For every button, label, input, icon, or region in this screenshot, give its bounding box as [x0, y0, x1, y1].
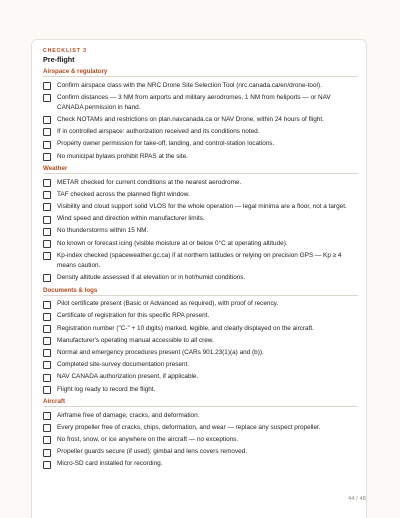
- checklist-item-label: Confirm airspace class with the NRC Drone Site Selection Tool (nrc.canada.ca/en/drone-tool).: [57, 81, 322, 89]
- checklist-item-label: Normal and emergency procedures present (CARs 901.23(1)(a) and (b)).: [57, 348, 264, 356]
- checklist-item: [43, 310, 358, 322]
- checklist-item: [43, 409, 358, 421]
- checkbox[interactable]: [43, 436, 51, 444]
- checkbox[interactable]: [43, 82, 51, 90]
- page-title: Pre-flight: [43, 55, 75, 64]
- checkbox[interactable]: [43, 449, 51, 457]
- section-divider: [43, 173, 358, 174]
- checklist-item: [43, 322, 358, 334]
- checklist-item: [43, 458, 358, 470]
- checklist-item-label: Micro-SD card installed for recording.: [57, 460, 163, 468]
- checklist-item: [43, 249, 358, 271]
- checklist-item: [43, 225, 358, 237]
- checkbox[interactable]: [43, 216, 51, 224]
- checklist-item: [43, 176, 358, 188]
- checkbox[interactable]: [43, 374, 51, 382]
- checklist-item: [43, 201, 358, 213]
- checklist-item: [43, 113, 358, 125]
- checklist-item: [43, 334, 358, 346]
- checkbox[interactable]: [43, 301, 51, 309]
- checklist-item-label: Kp-index checked (spaceweather.gc.ca) if at northern latitudes or relying on precision GPS — Kp ≥ 4 means caution.: [57, 251, 342, 269]
- checklist-item: [43, 138, 358, 150]
- checklist-item: [43, 434, 358, 446]
- checklist-item-label: No thunderstorms within 15 NM.: [57, 227, 149, 235]
- checklist-item-label: No known or forecast icing (visible moisture at or below 0°C at operating altitude).: [57, 239, 288, 247]
- checklist-content: [43, 48, 358, 470]
- checkbox[interactable]: [43, 179, 51, 187]
- checklist-page: [31, 39, 367, 518]
- checkbox[interactable]: [43, 116, 51, 124]
- checklist-item-label: If in controlled airspace: authorization received and its conditions noted.: [57, 128, 260, 136]
- checklist-item: [43, 271, 358, 283]
- checkbox[interactable]: [43, 313, 51, 321]
- checklist-item-label: Manufacturer's operating manual accessible to all crew.: [57, 336, 214, 344]
- checklist-item: [43, 421, 358, 433]
- checklist-item: [43, 371, 358, 383]
- checklist-item: [43, 298, 358, 310]
- checklist-item: [43, 237, 358, 249]
- checkbox[interactable]: [43, 424, 51, 432]
- checklist-item-label: Every propeller free of cracks, chips, deformation, and wear — replace any suspect propeller.: [57, 423, 321, 431]
- checklist-item-label: No municipal bylaws prohibit RPAS at the site.: [57, 152, 188, 160]
- checklist-item: [43, 346, 358, 358]
- checkbox[interactable]: [43, 240, 51, 248]
- checkbox[interactable]: [43, 412, 51, 420]
- checklist-item: [43, 79, 358, 91]
- checklist-item: [43, 446, 358, 458]
- checkbox[interactable]: [43, 191, 51, 199]
- checklist-item-label: Flight log ready to record the flight.: [57, 385, 156, 393]
- checkbox[interactable]: [43, 153, 51, 161]
- checkbox[interactable]: [43, 252, 51, 260]
- checklist-item-label: No frost, snow, or ice anywhere on the aircraft — no exceptions.: [57, 436, 239, 444]
- checkbox[interactable]: [43, 361, 51, 369]
- checklist-item-label: Airframe free of damage, cracks, and deformation.: [57, 411, 200, 419]
- section-heading: Weather: [43, 165, 68, 173]
- checkbox[interactable]: [43, 228, 51, 236]
- checkbox[interactable]: [43, 128, 51, 136]
- checkbox[interactable]: [43, 141, 51, 149]
- checklist-item-label: Property owner permission for take-off, landing, and control-station locations.: [57, 140, 275, 148]
- checklist-item-label: Wind speed and direction within manufacturer limits.: [57, 215, 205, 223]
- checklist-item-label: Certificate of registration for this specific RPA present.: [57, 312, 210, 320]
- checklist-item-label: NAV CANADA authorization present, if applicable.: [57, 373, 199, 381]
- checklist-item: [43, 188, 358, 200]
- checklist-item: [43, 126, 358, 138]
- checkbox[interactable]: [43, 325, 51, 333]
- checkbox[interactable]: [43, 274, 51, 282]
- section-heading: Airspace & regulatory: [43, 68, 108, 75]
- checkbox[interactable]: [43, 461, 51, 469]
- checklist-item: [43, 150, 358, 162]
- checklist-item-label: Pilot certificate present (Basic or Advanced as required), with proof of recency.: [57, 300, 279, 308]
- checklist-item-label: Check NOTAMs and restrictions on plan.navcanada.ca or NAV Drone, within 24 hours of flight.: [57, 115, 324, 123]
- checklist-item-label: Visibility and cloud support solid VLOS for the whole operation — legal minima are a floor, not a target.: [57, 203, 347, 211]
- checklist-item-label: Registration number ("C-" + 10 digits) marked, legible, and clearly displayed on the aircraft.: [57, 324, 314, 332]
- checkbox[interactable]: [43, 349, 51, 357]
- section-heading: Documents & logs: [43, 286, 98, 294]
- checklist-item-label: Density altitude assessed if at elevation or in hot/humid conditions.: [57, 274, 246, 282]
- checklist-item-label: Propeller guards secure (if used); gimbal and lens covers removed.: [57, 448, 248, 456]
- page-number: 44 / 48: [348, 496, 366, 502]
- checkbox[interactable]: [43, 386, 51, 394]
- section-divider: [43, 406, 358, 407]
- checklist-item: [43, 213, 358, 225]
- checklist-item-label: Completed site-survey documentation present.: [57, 361, 190, 369]
- checklist-item-label: TAF checked across the planned flight window.: [57, 190, 190, 198]
- checklist-item: [43, 91, 358, 113]
- section-heading: Aircraft: [43, 398, 66, 406]
- checklist-item: [43, 359, 358, 371]
- section-divider: [43, 76, 358, 77]
- checklist-kicker: CHECKLIST 3: [43, 48, 87, 54]
- section-divider: [43, 295, 358, 296]
- checkbox[interactable]: [43, 94, 51, 102]
- checkbox[interactable]: [43, 203, 51, 211]
- checklist-item: [43, 383, 358, 395]
- checklist-item-label: Confirm distances — 3 NM from airports and military aerodromes, 1 NM from heliports — or NAV CANADA permission in hand.: [57, 93, 331, 111]
- checkbox[interactable]: [43, 337, 51, 345]
- checklist-item-label: METAR checked for current conditions at the nearest aerodrome.: [57, 178, 242, 186]
